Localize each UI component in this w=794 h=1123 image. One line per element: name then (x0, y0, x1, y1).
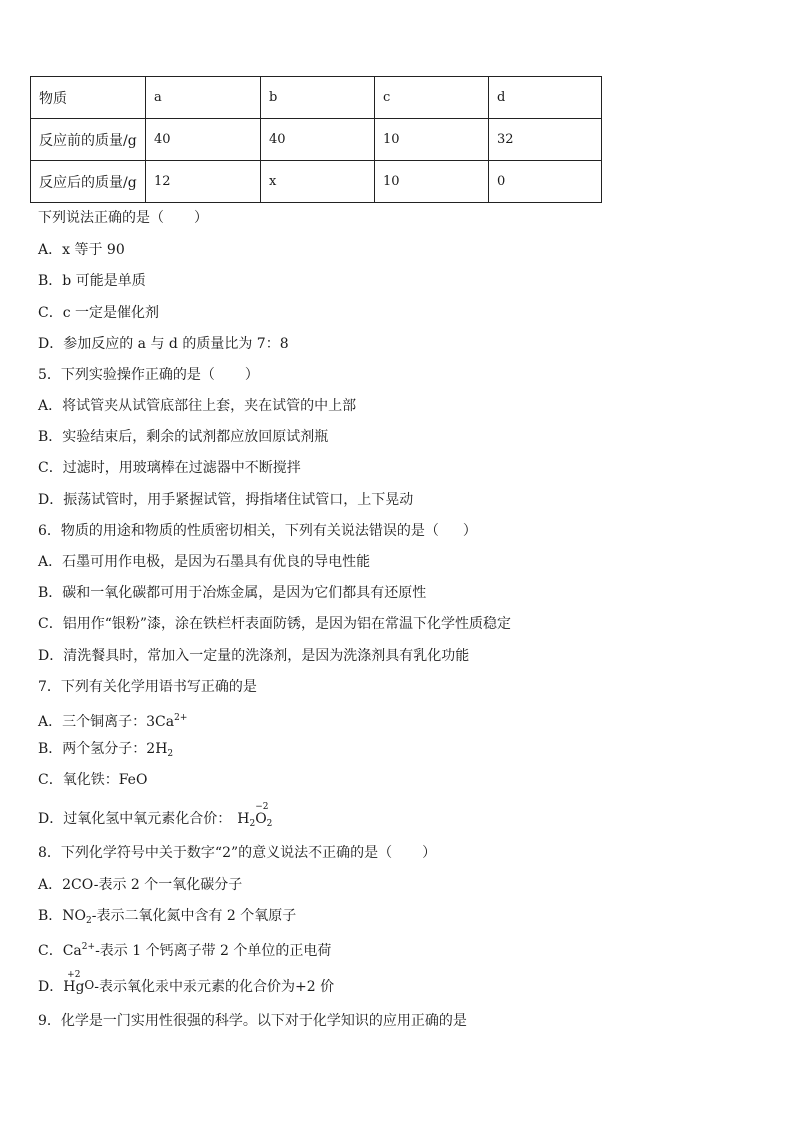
table-cell: 40 (261, 119, 375, 161)
q8-option-a: A．2CO-表示 2 个一氧化碳分子 (38, 877, 243, 893)
q6-option-c: C．铝用作“银粉”漆，涂在铁栏杆表面防锈，是因为铝在常温下化学性质稳定 (38, 616, 512, 632)
table-cell: d (489, 77, 602, 119)
table-cell: b (261, 77, 375, 119)
q5-option-c: C．过滤时，用玻璃棒在过滤器中不断搅拌 (38, 460, 301, 476)
table-cell: 10 (375, 119, 489, 161)
q7-option-d: D．过氧化氢中氧元素化合价： $H_2$ −2 $O_2$ (38, 802, 273, 829)
q9-stem: 9．化学是一门实用性很强的科学。以下对于化学知识的应用正确的是 (38, 1013, 467, 1029)
q4-option-c: C．c 一定是催化剂 (38, 305, 160, 321)
q7-option-b: B．两个氢分子：$2H_2$ (38, 741, 174, 759)
q4-option-d: D．参加反应的 a 与 d 的质量比为 7：8 (38, 336, 289, 352)
table-cell: 0 (489, 161, 602, 203)
q7-stem: 7．下列有关化学用语书写正确的是 (38, 679, 257, 695)
table-cell: 12 (146, 161, 261, 203)
valence-mark: −2 O (255, 802, 269, 827)
table-cell: 40 (146, 119, 261, 161)
q5-option-d: D．振荡试管时，用手紧握试管，拇指堵住试管口，上下晃动 (38, 492, 414, 508)
table-cell: 10 (375, 161, 489, 203)
table-cell: 物质 (31, 77, 146, 119)
q4-stem: 下列说法正确的是（ ） (38, 210, 208, 226)
q8-option-d: D． +2 HgO-表示氧化汞中汞元素的化合价为+2 价 (38, 970, 335, 995)
table-cell: c (375, 77, 489, 119)
q6-option-b: B．碳和一氧化碳都可用于冶炼金属，是因为它们都具有还原性 (38, 585, 427, 601)
table-cell: 32 (489, 119, 602, 161)
q7-option-a: A．三个铜离子：$3Ca^{2+}$ (38, 713, 188, 730)
q6-option-d: D．清洗餐具时，常加入一定量的洗涤剂，是因为洗涤剂具有乳化功能 (38, 648, 470, 664)
q6-option-a: A．石墨可用作电极，是因为石墨具有优良的导电性能 (38, 554, 371, 570)
table-cell: x (261, 161, 375, 203)
q8-option-c: C．$Ca^{2+}-$表示 1 个钙离子带 2 个单位的正电荷 (38, 942, 332, 959)
q5-stem: 5．下列实验操作正确的是（ ） (38, 367, 259, 383)
q8-option-b: B．$NO_2-$表示二氧化氮中含有 2 个氧原子 (38, 908, 297, 926)
table-row (31, 77, 602, 119)
q7-option-c: C．氧化铁：FeO (38, 772, 148, 788)
table-cell: a (146, 77, 261, 119)
q4-option-b: B．b 可能是单质 (38, 273, 146, 289)
q4-option-a: A．x 等于 90 (38, 242, 125, 258)
q5-option-b: B．实验结束后，剩余的试剂都应放回原试剂瓶 (38, 429, 329, 445)
table-cell: 反应后的质量/g (31, 161, 146, 203)
q6-stem: 6．物质的用途和物质的性质密切相关，下列有关说法错误的是（ ） (38, 523, 477, 539)
valence-mark: +2 Hg (63, 970, 85, 995)
mass-table (30, 76, 602, 203)
table-row (31, 119, 602, 161)
table-cell: 反应前的质量/g (31, 119, 146, 161)
q8-stem: 8．下列化学符号中关于数字“2”的意义说法不正确的是（ ） (38, 845, 437, 861)
table-row (31, 161, 602, 203)
q5-option-a: A．将试管夹从试管底部往上套，夹在试管的中上部 (38, 398, 357, 414)
